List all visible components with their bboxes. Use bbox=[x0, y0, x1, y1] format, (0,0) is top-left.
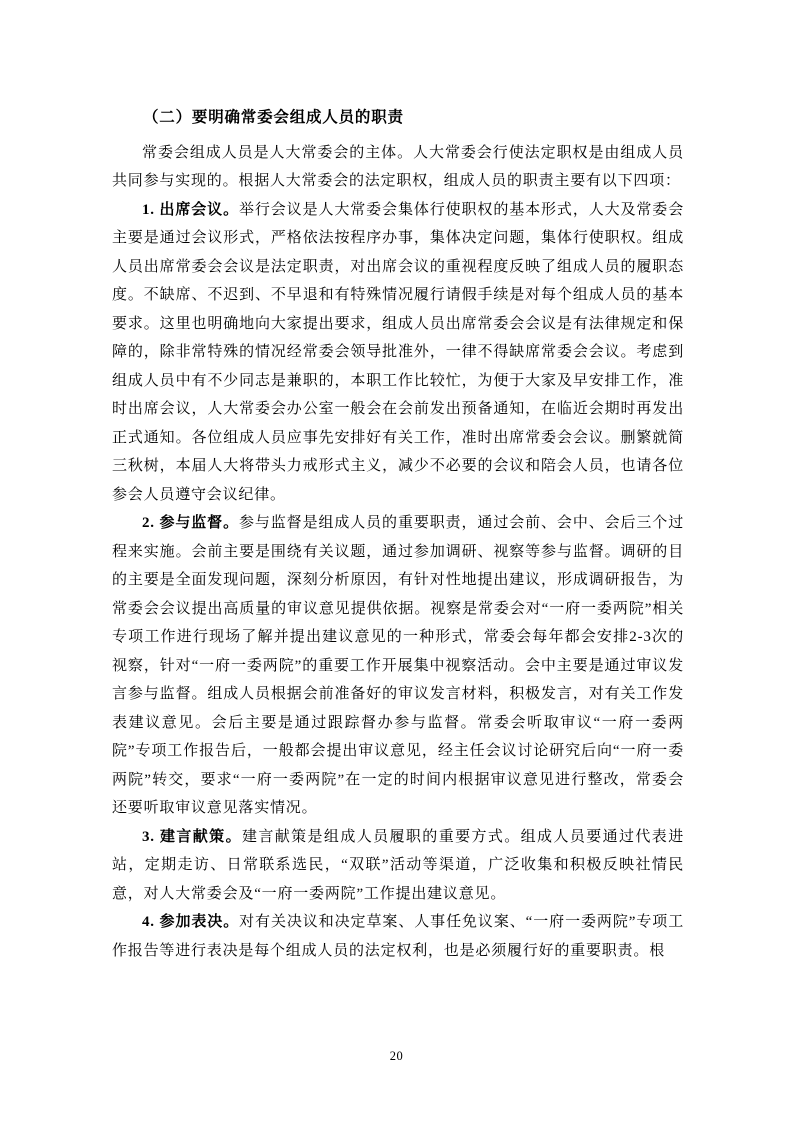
paragraph-attend-meetings bbox=[112, 196, 684, 510]
paragraph-lead: 3. 建言献策。 bbox=[142, 828, 242, 845]
paragraph-body: 参与监督是组成人员的重要职责，通过会前、会中、会后三个过程来实施。会前主要是围绕有关议题，通过参加调研、视察等参与监督。调研的目的主要是全面发现问题，深刻分析原因，有针对性地提出建议，形成调研报告，为常委会会议提出高质量的审议意见提供依据。视察是常委会对“一府一委两院”相关专项工作进行现场了解并提出建议意见的一种形式，常委会每年都会安排2-3次的视察，针对“一府一委两院”的重要工作开展集中视察活动。会中主要是通过审议发言参与监督。组成人员根据会前准备好的审议发言材料，积极发言，对有关工作发表建议意见。会后主要是通过跟踪督办参与监督。常委会听取审议“一府一委两院”专项工作报告后，一般都会提出审议意见，经主任会议讨论研究后向“一府一委两院”转交，要求“一府一委两院”在一定的时间内根据审议意见进行整改，常委会还要听取审议意见落实情况。 bbox=[112, 515, 684, 816]
paragraph-offer-suggestions bbox=[112, 823, 684, 909]
paragraph-lead: 4. 参加表决。 bbox=[142, 914, 240, 930]
page-number: 20 bbox=[389, 1049, 404, 1063]
paragraph-participate-supervision bbox=[112, 509, 684, 823]
paragraph-body: 举行会议是人大常委会集体行使职权的基本形式，人大及常委会主要是通过会议形式，严格依法按程序办事，集体决定问题，集体行使职权。组成人员出席常委会会议是法定职责，对出席会议的重视程度反映了组成人员的履职态度。不缺席、不迟到、不早退和有特殊情况履行请假手续是对每个组成人员的基本要求。这里也明确地向大家提出要求，组成人员出席常委会会议是有法律规定和保障的，除非常特殊的情况经常委会领导批准外，一律不得缺席常委会会议。考虑到组成人员中有不少同志是兼职的，本职工作比较忙，为便于大家及早安排工作，准时出席会议，人大常委会办公室一般会在会前发出预备通知，在临近会期时再发出正式通知。各位组成人员应事先安排好有关工作，准时出席常委会会议。删繁就简三秋树，本届人大将带头力戒形式主义，减少不必要的会议和陪会人员，也请各位参会人员遵守会议纪律。 bbox=[112, 201, 684, 503]
paragraph-body: 对有关决议和决定草案、人事任免议案、“一府一委两院”专项工作报告等进行表决是每个组成人员的法定权利，也是必须履行好的重要职责。根 bbox=[112, 914, 684, 959]
paragraph-take-votes bbox=[112, 908, 684, 965]
page-content bbox=[112, 104, 684, 965]
paragraph-lead: 2. 参与监督。 bbox=[142, 515, 239, 531]
intro-paragraph: 常委会组成人员是人大常委会的主体。人大常委会行使法定职权是由组成人员共同参与实现的。根据人大常委会的法定职权，组成人员的职责主要有以下四项： bbox=[112, 144, 684, 189]
paragraph-body: 建言献策是组成人员履职的重要方式。组成人员要通过代表进站，定期走访、日常联系选民，“双联”活动等渠道，广泛收集和积极反映社情民意，对人大常委会及“一府一委两院”工作提出建议意见。 bbox=[112, 828, 684, 902]
section-heading: （二）要明确常委会组成人员的职责 bbox=[143, 109, 404, 126]
paragraph-lead: 1. 出席会议。 bbox=[142, 201, 239, 218]
